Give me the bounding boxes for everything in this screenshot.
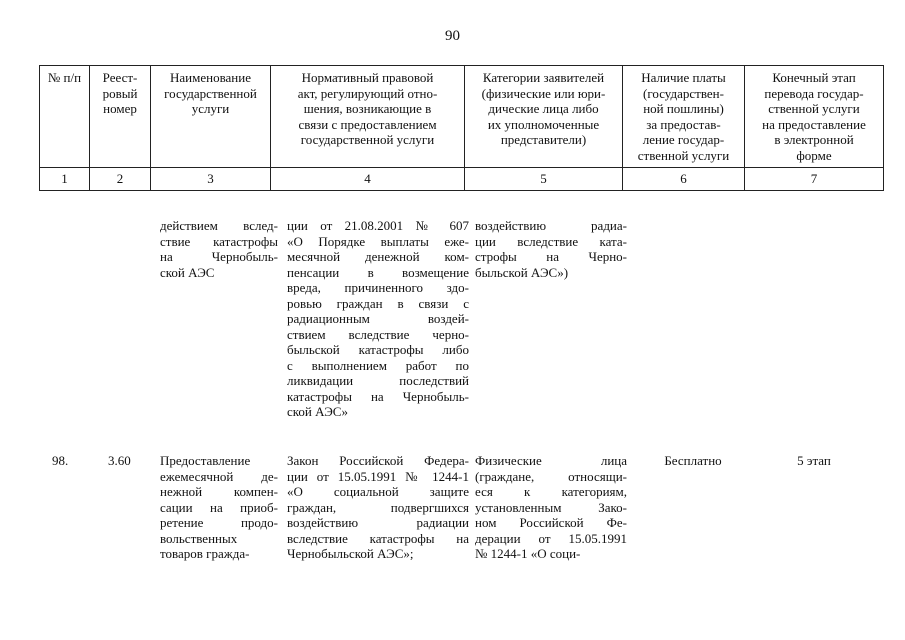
continuation-service-name	[160, 218, 278, 280]
text-line: месячной денежной ком-	[287, 249, 469, 264]
text-line: ции от 15.05.1991 № 1244-1	[287, 468, 469, 484]
col-num-3: 3	[151, 168, 271, 191]
header-text-line: ление государ-	[642, 132, 725, 147]
header-col-final-stage	[745, 66, 884, 168]
header-col-number	[40, 66, 90, 168]
header-text-line: услуги	[191, 101, 230, 116]
row98-number: 98.	[52, 453, 69, 468]
header-text-line: ственной услуги	[768, 101, 860, 116]
text-line: Закон Российской Федера-	[287, 453, 469, 468]
text-line: дерации от 15.05.1991	[475, 530, 627, 546]
text-line: воздействию радиации	[287, 515, 469, 530]
col-num-7: 7	[745, 168, 884, 191]
header-text-line: шения, возникающие в	[303, 101, 432, 116]
text-line: вольственных	[160, 530, 238, 546]
text-line: пенсации в возмещение	[287, 264, 469, 280]
header-text-line: связи с предоставлением	[298, 116, 437, 132]
services-table-header	[39, 65, 884, 191]
col-num-4: 4	[271, 168, 465, 191]
header-text-line: номер	[103, 101, 137, 116]
col-num-5: 5	[465, 168, 623, 191]
text-line: на Чернобыль-	[160, 249, 278, 264]
text-line: нежной компен-	[160, 484, 278, 499]
text-line: товаров гражда-	[160, 546, 250, 561]
header-text-line: Наличие платы	[641, 70, 726, 85]
header-text-line: государственной услуги	[300, 132, 435, 147]
text-line: «О социальной защите	[287, 484, 469, 499]
text-line: граждан, подвергшихся	[287, 499, 469, 515]
header-text-line: дические лица либо	[488, 101, 599, 116]
text-line: вследствие катастрофы на	[287, 530, 469, 546]
row98-applicants	[475, 453, 627, 562]
header-text-line: государственной	[164, 85, 257, 101]
text-line: ции от 21.08.2001 № 607	[287, 218, 469, 233]
row98-legal-act	[287, 453, 469, 562]
header-col-applicants	[465, 66, 623, 168]
row98-service-name	[160, 453, 278, 562]
text-line: ской АЭС»	[287, 404, 348, 419]
text-line: быльской АЭС»)	[475, 264, 569, 280]
column-numbers-row	[40, 168, 884, 191]
header-text-line: Наименование	[170, 70, 251, 85]
header-text-line: № п/п	[47, 70, 82, 85]
col-num-6: 6	[623, 168, 745, 191]
text-line: радиационным воздей-	[287, 311, 469, 326]
header-col-legal-act	[271, 66, 465, 168]
text-line: ном Российской Фе-	[475, 515, 627, 530]
header-text-line: (государствен-	[643, 85, 724, 101]
header-text-line: ственной услуги	[637, 147, 730, 163]
continuation-applicants	[475, 218, 627, 280]
text-line: № 1244-1 «О соци-	[475, 546, 581, 561]
text-line: ции вследствие ката-	[475, 233, 627, 249]
text-line: ствие катастрофы	[160, 233, 278, 249]
text-line: еся к категориям,	[475, 484, 627, 499]
text-line: катастрофы на Чернобыль-	[287, 388, 469, 404]
text-line: действием вслед-	[160, 218, 278, 233]
col-num-2: 2	[90, 168, 151, 191]
text-line: (граждане, относящи-	[475, 468, 627, 484]
row98-fee: Бесплатно	[664, 453, 722, 468]
page-number: 90	[445, 28, 460, 44]
header-text-line: форме	[796, 147, 832, 163]
header-col-fee	[623, 66, 745, 168]
text-line: ретение продо-	[160, 515, 278, 530]
text-line: вреда, причиненного здо-	[287, 280, 469, 295]
continuation-legal-act	[287, 218, 469, 420]
text-line: ежемесячной де-	[160, 468, 278, 484]
header-text-line: на предоставление	[762, 116, 866, 132]
header-text-line: Нормативный правовой	[301, 70, 434, 85]
header-text-line: ровый	[102, 85, 138, 101]
text-line: ской АЭС	[160, 264, 215, 280]
text-line: Предоставление	[160, 453, 251, 468]
header-text-line: акт, регулирующий отно-	[297, 85, 438, 101]
col-num-1: 1	[40, 168, 90, 191]
text-line: Физические лица	[475, 453, 627, 468]
header-col-service-name	[151, 66, 271, 168]
header-row	[40, 66, 884, 168]
header-text-line: ной пошлины)	[643, 101, 724, 116]
text-line: ликвидации последствий	[287, 373, 469, 388]
header-col-registry	[90, 66, 151, 168]
text-line: с выполнением работ по	[287, 357, 469, 373]
header-text-line: их уполномоченные	[487, 116, 600, 132]
header-text-line: Конечный этап	[772, 70, 856, 85]
text-line: «О Порядке выплаты еже-	[287, 233, 469, 249]
header-text-line: в электронной	[774, 132, 854, 147]
text-line: ствием вследствие черно-	[287, 326, 469, 342]
header-text-line: Категории заявителей	[482, 70, 605, 85]
text-line: установленным Зако-	[475, 499, 627, 515]
text-line: воздействию радиа-	[475, 218, 627, 233]
header-text-line: перевода государ-	[764, 85, 864, 101]
header-text-line: Реест-	[102, 70, 138, 85]
text-line: строфы на Черно-	[475, 249, 627, 264]
text-line: Чернобыльской АЭС»;	[287, 546, 414, 561]
text-line: сации на приоб-	[160, 499, 278, 515]
header-text-line: за предостав-	[646, 116, 721, 132]
header-text-line: представители)	[500, 132, 587, 147]
text-line: быльской катастрофы либо	[287, 342, 469, 357]
header-text-line: (физические или юри-	[481, 85, 606, 101]
text-line: ровью граждан в связи с	[287, 295, 469, 311]
row98-registry-number: 3.60	[108, 453, 131, 468]
row98-final-stage: 5 этап	[797, 453, 831, 468]
